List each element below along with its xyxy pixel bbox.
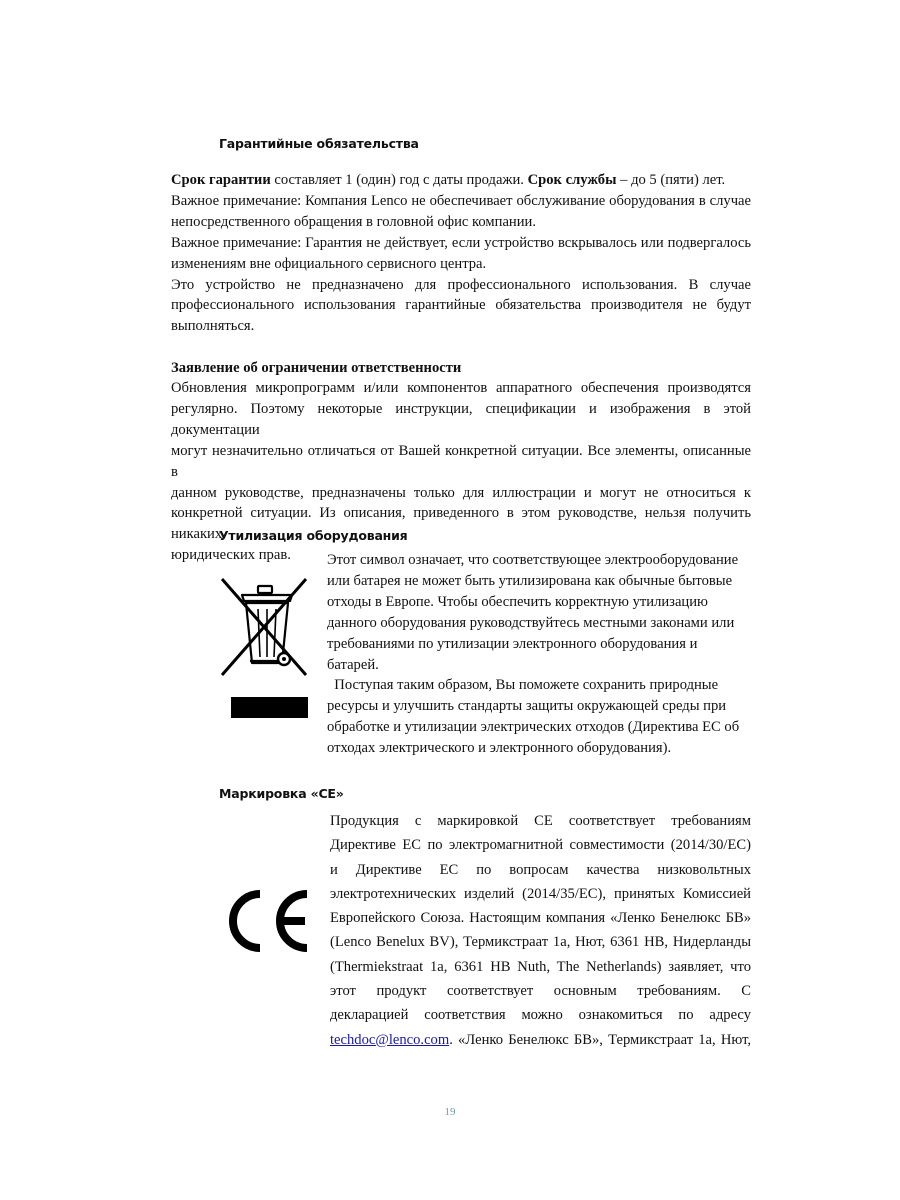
warranty-note3-line2: профессионального использования гарантийные обязательства производителя не будут: [171, 297, 751, 314]
ce-line4: электротехнических изделий (2014/35/EC), принятых Комиссией: [330, 885, 751, 902]
disposal-line5: требованиями по утилизации электронного оборудования и: [327, 635, 698, 652]
warranty-note3-line1: Это устройство не предназначено для профессионального использования. В случае: [171, 276, 751, 293]
ce-line1: Продукция с маркировкой CE соответствует требованиям: [330, 813, 751, 829]
warranty-note1-line1: Важное примечание: Компания Lenco не обеспечивает обслуживание оборудования в случае: [171, 192, 751, 209]
disposal-line4: данного оборудования руководствуйтесь местными законами или: [327, 614, 735, 631]
disposal-line1: Этот символ означает, что соответствующее электрооборудование: [327, 552, 739, 568]
ce-mark-icon: [222, 889, 314, 953]
disclaimer-line2: регулярно. Поэтому некоторые инструкции, спецификации и изображения в этой документации: [171, 400, 751, 438]
service-life-label: Срок службы: [527, 172, 617, 188]
warranty-heading: Гарантийные обязательства: [219, 136, 419, 151]
disposal-line8: ресурсы и улучшить стандарты защиты окружающей среды при: [327, 698, 727, 715]
disposal-line7: Поступая таким образом, Вы поможете сохранить природные: [327, 677, 719, 694]
warranty-body: [171, 170, 751, 337]
disposal-line2: или батарея не может быть утилизирована как обычные бытовые: [327, 572, 733, 589]
warranty-note1-line2: непосредственного обращения в головной офис компании.: [171, 213, 537, 230]
disposal-line6: батарей.: [327, 656, 379, 673]
disposal-line9: обработке и утилизации электрических отходов (Директива ЕС об: [327, 719, 740, 736]
disposal-body: [327, 550, 757, 759]
warranty-note2-line2: изменениям вне официального сервисного центра.: [171, 255, 487, 272]
disclaimer-line6: юридических прав.: [171, 547, 291, 564]
crossed-out-wheelie-bin-icon: [218, 573, 310, 719]
warranty-note2-line1: Важное примечание: Гарантия не действует, если устройство вскрывалось или подвергалось: [171, 234, 751, 251]
ce-heading: Маркировка «CE»: [219, 786, 344, 801]
disposal-line3: отходы в Европе. Чтобы обеспечить корректную утилизацию: [327, 593, 708, 610]
ce-line8: этот продукт соответствует основным требованиям. С: [330, 983, 751, 1000]
page-number: 19: [444, 1106, 456, 1118]
ce-line6: (Lenco Benelux BV), Термикстраат 1a, Нют, 6361 HB, Нидерланды: [330, 934, 751, 951]
disclaimer-line3: могут незначительно отличаться от Вашей конкретной ситуации. Все элементы, описанные в: [171, 442, 751, 480]
ce-line9: декларацией соответствия можно ознакомиться по адресу: [330, 1007, 751, 1024]
warranty-period-line: [171, 170, 751, 191]
disclaimer-line4: данном руководстве, предназначены только для иллюстрации и могут не относиться к: [171, 484, 751, 501]
ce-body: [330, 809, 751, 1052]
techdoc-email-link[interactable]: techdoc@lenco.com: [330, 1031, 450, 1048]
ce-line10: [330, 1028, 751, 1052]
warranty-note3-line3: выполняться.: [171, 318, 255, 335]
disclaimer-line5: конкретной ситуации. Из описания, приведенного в этом руководстве, нельзя получить никаких: [171, 505, 751, 543]
disposal-heading: Утилизация оборудования: [219, 528, 408, 543]
ce-line10-rest: . «Ленко Бенелюкс БВ», Термикстраат 1a, Нют,: [449, 1031, 751, 1048]
disposal-line10: отходах электрического и электронного оборудования).: [327, 740, 672, 757]
warranty-term-text: составляет 1 (один) год с даты продажи.: [270, 172, 528, 188]
ce-line3: и Директиве ЕС по вопросам качества низковольтных: [330, 861, 751, 878]
disclaimer-heading: Заявление об ограничении ответственности: [171, 360, 462, 376]
ce-line2: Директиве ЕС по электромагнитной совместимости (2014/30/EC): [330, 837, 751, 854]
ce-line7: (Thermiekstraat 1a, 6361 HB Nuth, The Netherlands) заявляет, что: [330, 958, 751, 975]
warranty-term-label: Срок гарантии: [171, 172, 271, 188]
disclaimer-line1: Обновления микропрограмм и/или компонентов аппаратного обеспечения производятся: [171, 380, 751, 396]
ce-line5: Европейского Союза. Настоящим компания «Ленко Бенелюкс БВ»: [330, 910, 751, 927]
service-life-text: – до 5 (пяти) лет.: [616, 172, 726, 188]
